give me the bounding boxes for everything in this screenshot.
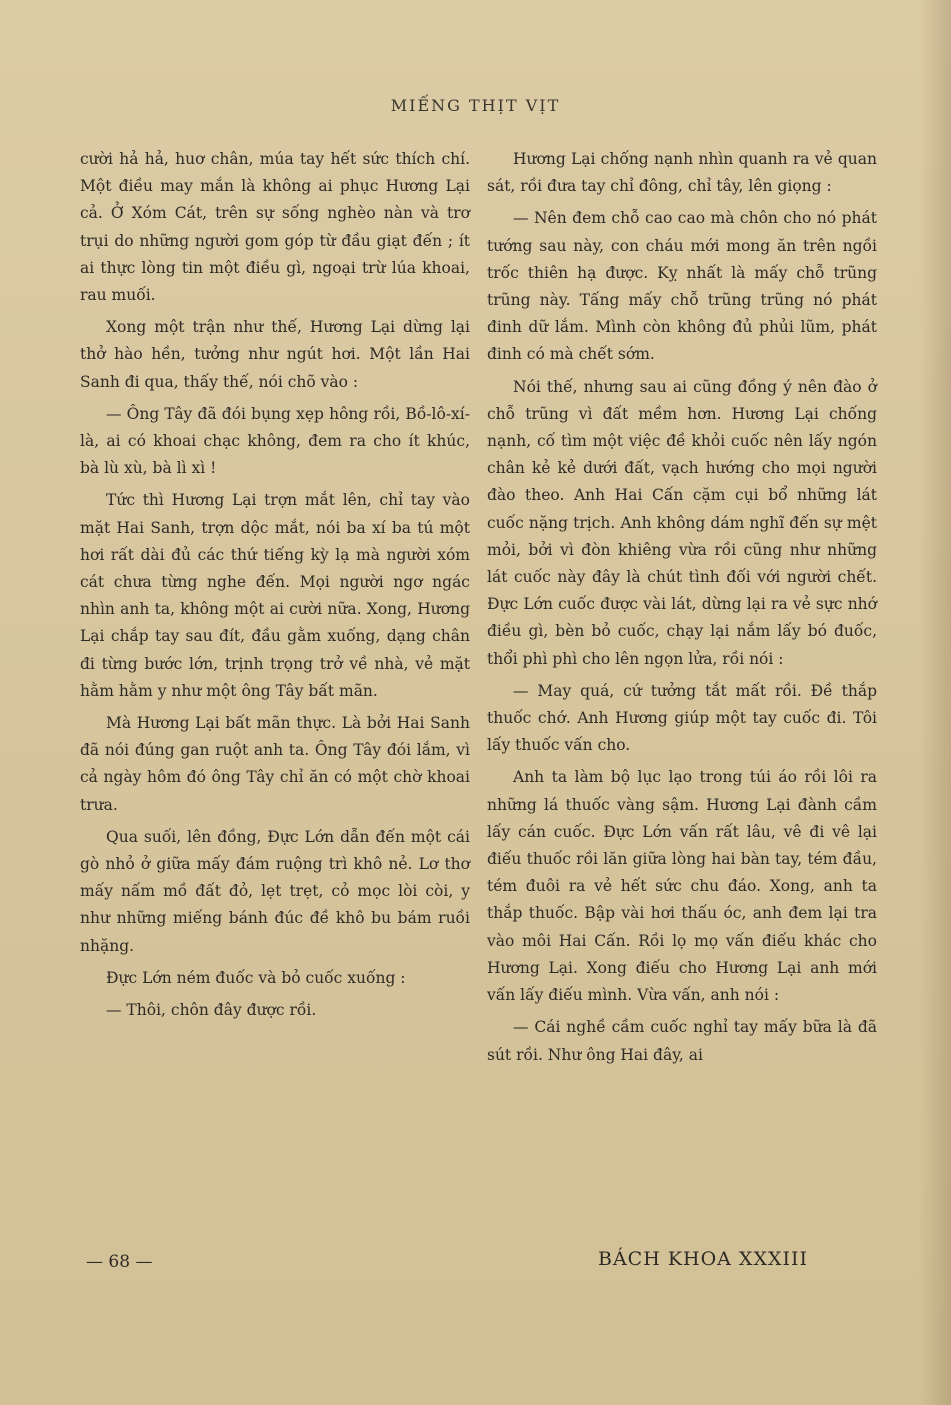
page-edge-shadow [919, 0, 951, 1405]
page-number: — 68 — [86, 1252, 153, 1272]
paragraph: Đực Lớn ném đuốc và bỏ cuốc xuống : [106, 968, 406, 987]
paragraph: Hương Lại chống nạnh nhìn quanh ra vẻ quan sát, rồi đưa tay chỉ đông, chỉ tây, lên giọng : [487, 150, 877, 196]
paragraph: Nói thế, nhưng sau ai cũng đồng ý nên đào ở chỗ trũng vì đất mềm hơn. Hương Lại chống nạnh, cố tìm một việc đề khỏi cuốc nên lấy ngón chân kẻ kẻ dưới đất, vạch hướng cho mọi người đào theo. Anh Hai Cấn cặm cụi bổ những lát cuốc nặng trịch. Anh không dám nghĩ đến sự mệt mỏi, bởi vì đòn khiêng vừa rồi cũng như những lát cuốc này đây là chút tình đối với người chết. Đực Lớn cuốc được vài lát, dừng lại ra vẻ sực nhớ điều gì, bèn bỏ cuốc, chạy lại nắm lấy bó đuốc, thổi phì phì cho lên ngọn lửa, rồi nói : [487, 377, 877, 668]
paragraph: — Nên đem chỗ cao cao mà chôn cho nó phát tướng sau này, con cháu mới mong ăn trên ngồi trốc thiên hạ được. Kỵ nhất là mấy chỗ trũng trũng này. Tấng mấy chỗ trũng trũng nó phát đinh dữ lắm. Mình còn không đủ phủi lũm, phát đinh có mà chết sớm. [487, 209, 877, 364]
left-column [80, 146, 470, 1029]
paragraph: cười hả hả, huơ chân, múa tay hết sức thích chí. Một điều may mắn là không ai phục Hương Lại cả. Ở Xóm Cát, trên sự sống nghèo nàn và trơ trụi do những người gom góp từ đầu giạt đến ; ít ai thực lòng tin một điều gì, ngoại trừ lúa khoai, rau muối. [80, 150, 470, 305]
paragraph: — Cái nghề cầm cuốc nghỉ tay mấy bữa là đã sút rồi. Như ông Hai đây, ai [487, 1018, 877, 1064]
paragraph: Mà Hương Lại bất mãn thực. Là bởi Hai Sanh đã nói đúng gan ruột anh ta. Ông Tây đói lắm, vì cả ngày hôm đó ông Tây chỉ ăn có một chờ khoai trưa. [80, 714, 470, 814]
paragraph: — Ông Tây đã đói bụng xẹp hông rồi, Bồ-lô-xí-là, ai có khoai chạc không, đem ra cho ít khúc, bà lù xù, bà lì xì ! [80, 404, 470, 478]
paragraph: Tức thì Hương Lại trợn mắt lên, chỉ tay vào mặt Hai Sanh, trợn dộc mắt, nói ba xí ba tú một hơi rất dài đủ các thứ tiếng kỳ lạ mà người xóm cát chưa từng nghe đến. Mọi người ngơ ngác nhìn anh ta, không một ai cười nữa. Xong, Hương Lại chắp tay sau đít, đầu gằm xuống, dạng chân đi từng bước lớn, trịnh trọng trở về nhà, vẻ mặt hằm hằm y như một ông Tây bất mãn. [80, 491, 470, 700]
paragraph: Qua suối, lên đồng, Đực Lớn dẫn đến một cái gò nhỏ ở giữa mấy đám ruộng trì khô nẻ. Lơ thơ mấy nấm mồ đất đỏ, lẹt trẹt, cỏ mọc lòi còi, y như những miếng bánh đúc đề khô bu bám ruồi nhặng. [80, 827, 470, 955]
paragraph: Xong một trận như thế, Hương Lại dừng lại thở hào hền, tưởng như ngút hơi. Một lần Hai Sanh đi qua, thấy thế, nói chõ vào : [80, 318, 470, 391]
paragraph: Anh ta làm bộ lục lạo trong túi áo rồi lôi ra những lá thuốc vàng sậm. Hương Lại đành cầm lấy cán cuốc. Đực Lớn vấn rất lâu, vê đi vê lại điếu thuốc rồi lăn giữa lòng hai bàn tay, tém đầu, tém đuôi ra vẻ hết sức chu đáo. Xong, anh ta thắp thuốc. Bập vài hơi thấu óc, anh đem lại tra vào môi Hai Cấn. Rồi lọ mọ vấn điếu khác cho Hương Lại. Xong điếu cho Hương Lại anh mới vấn lấy điếu mình. Vừa vấn, anh nói : [487, 768, 877, 1005]
paragraph: — Thôi, chôn đây được rồi. [106, 1001, 317, 1020]
magazine-issue: BÁCH KHOA XXXIII [598, 1248, 809, 1270]
right-column [487, 146, 877, 1074]
running-header: MIẾNG THỊT VỊT [390, 96, 561, 115]
paragraph: — May quá, cứ tưởng tắt mất rồi. Đề thắp thuốc chớ. Anh Hương giúp một tay cuốc đi. Tôi lấy thuốc vấn cho. [487, 681, 877, 755]
